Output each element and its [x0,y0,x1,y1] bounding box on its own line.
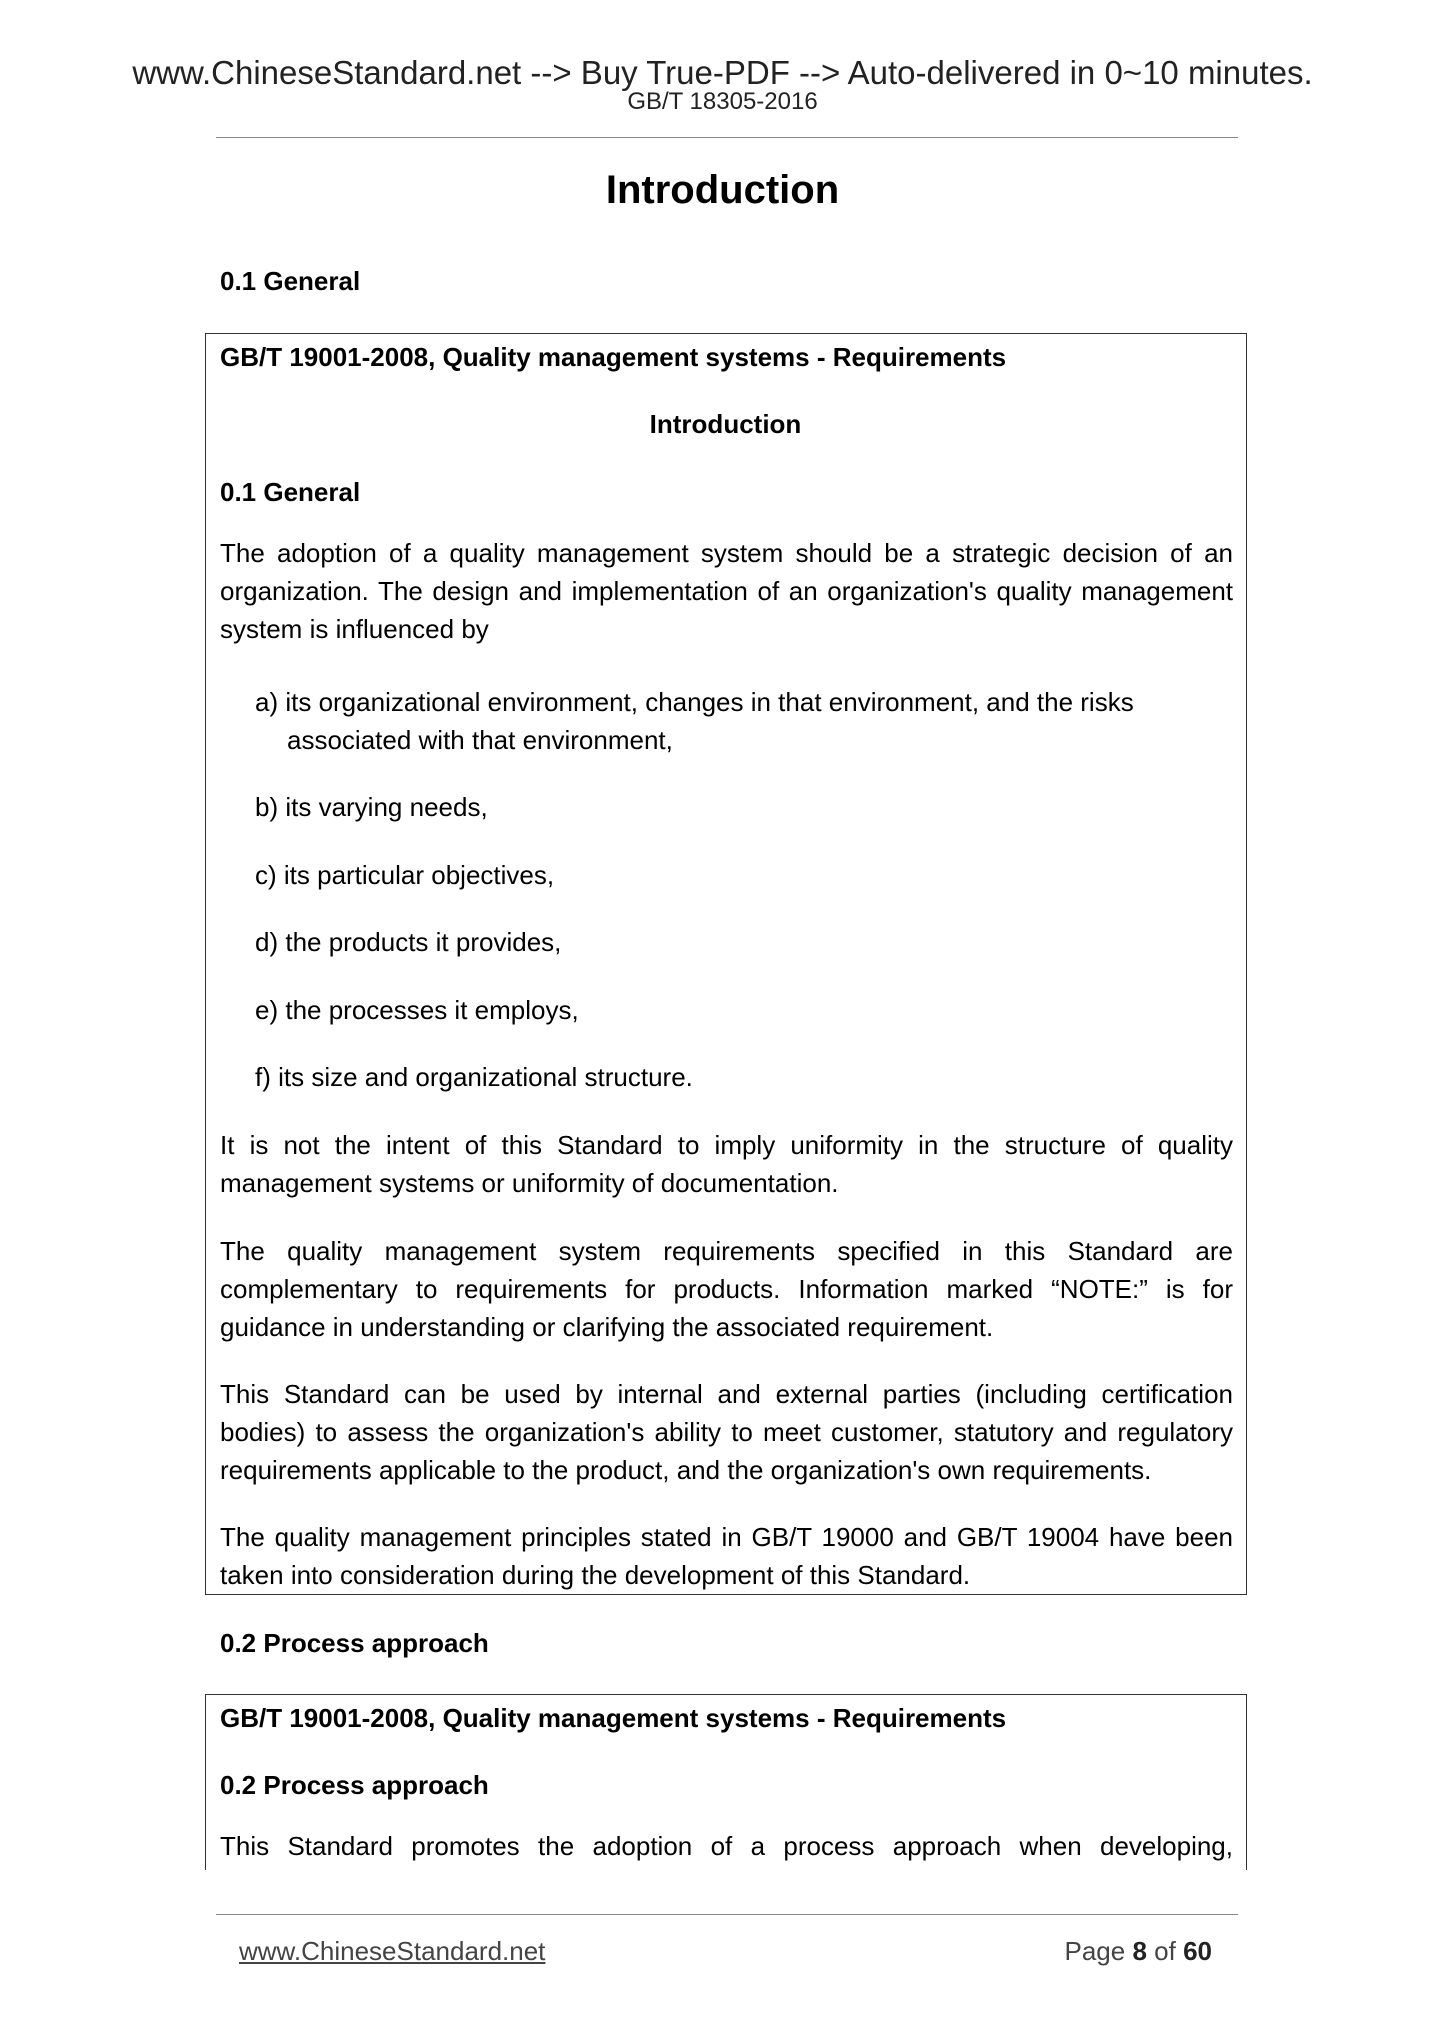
section-heading-general: 0.1 General [220,266,361,296]
paragraph-intent [220,1126,1233,1202]
quote-box-process-approach [205,1694,1247,1870]
text-line: organization. The design and implementation of an organization's quality management [220,576,1233,606]
text-line: It is not the intent of this Standard to imply uniformity in the structure of quality [220,1130,1233,1160]
footer-divider [216,1914,1238,1915]
quote-source: GB/T 19001-2008, Quality management systems - Requirements [220,1703,1007,1733]
text-line: complementary to requirements for products. Information marked “NOTE:” is for [220,1274,1233,1304]
quote-title: Introduction [649,409,802,439]
list-item [255,991,1215,1029]
page-prefix: Page [1064,1936,1126,1966]
list-item [255,683,1215,759]
list-item-text: a) its organizational environment, changes in that environment, and the risks [255,687,1134,717]
page-title: Introduction [605,168,840,212]
list-item [255,1058,1215,1096]
standard-code: GB/T 18305-2016 [627,88,818,115]
paragraph-adoption [220,534,1233,648]
text-line: bodies) to assess the organization's ability to meet customer, statutory and regulatory [220,1417,1233,1447]
list-item-continuation: associated with that environment, [287,725,673,755]
text-line: This Standard promotes the adoption of a process approach when developing, [220,1831,1233,1861]
section-heading-process-approach: 0.2 Process approach [220,1628,489,1658]
text-line: guidance in understanding or clarifying the associated requirement. [220,1312,994,1342]
quote-heading: 0.1 General [220,477,361,507]
list-item [255,856,1215,894]
text-line: taken into consideration during the development of this Standard. [220,1560,971,1590]
page-number [1064,1938,1212,1964]
text-line: management systems or uniformity of documentation. [220,1168,839,1198]
list-item [255,923,1215,961]
page-total: 60 [1183,1936,1212,1966]
footer-website-link[interactable]: www.ChineseStandard.net [239,1936,546,1966]
list-item-text: c) its particular objectives, [255,860,555,890]
list-item [255,788,1215,826]
text-line: This Standard can be used by internal and external parties (including certification [220,1379,1233,1409]
list-item-text: e) the processes it employs, [255,995,579,1025]
paragraph-process-approach [220,1827,1233,1865]
text-line: requirements applicable to the product, and the organization's own requirements. [220,1455,1152,1485]
text-line: system is influenced by [220,614,489,644]
page-current: 8 [1132,1936,1147,1966]
quote-box-general [205,333,1247,1595]
header-banner: www.ChineseStandard.net --> Buy True-PDF --> Auto-delivered in 0~10 minutes. [132,54,1313,91]
text-line: The adoption of a quality management system should be a strategic decision of an [220,538,1233,568]
list-item-text: b) its varying needs, [255,792,488,822]
text-line: The quality management system requirements specified in this Standard are [220,1236,1233,1266]
list-item-text: d) the products it provides, [255,927,562,957]
page-of: of [1154,1936,1176,1966]
list-item-text: f) its size and organizational structure. [255,1062,693,1092]
quote-heading: 0.2 Process approach [220,1770,489,1800]
header-divider [216,137,1238,138]
paragraph-complementary [220,1232,1233,1346]
paragraph-parties [220,1375,1233,1489]
quote-source: GB/T 19001-2008, Quality management systems - Requirements [220,342,1007,372]
text-line: The quality management principles stated in GB/T 19000 and GB/T 19004 have been [220,1522,1233,1552]
paragraph-principles [220,1518,1233,1594]
